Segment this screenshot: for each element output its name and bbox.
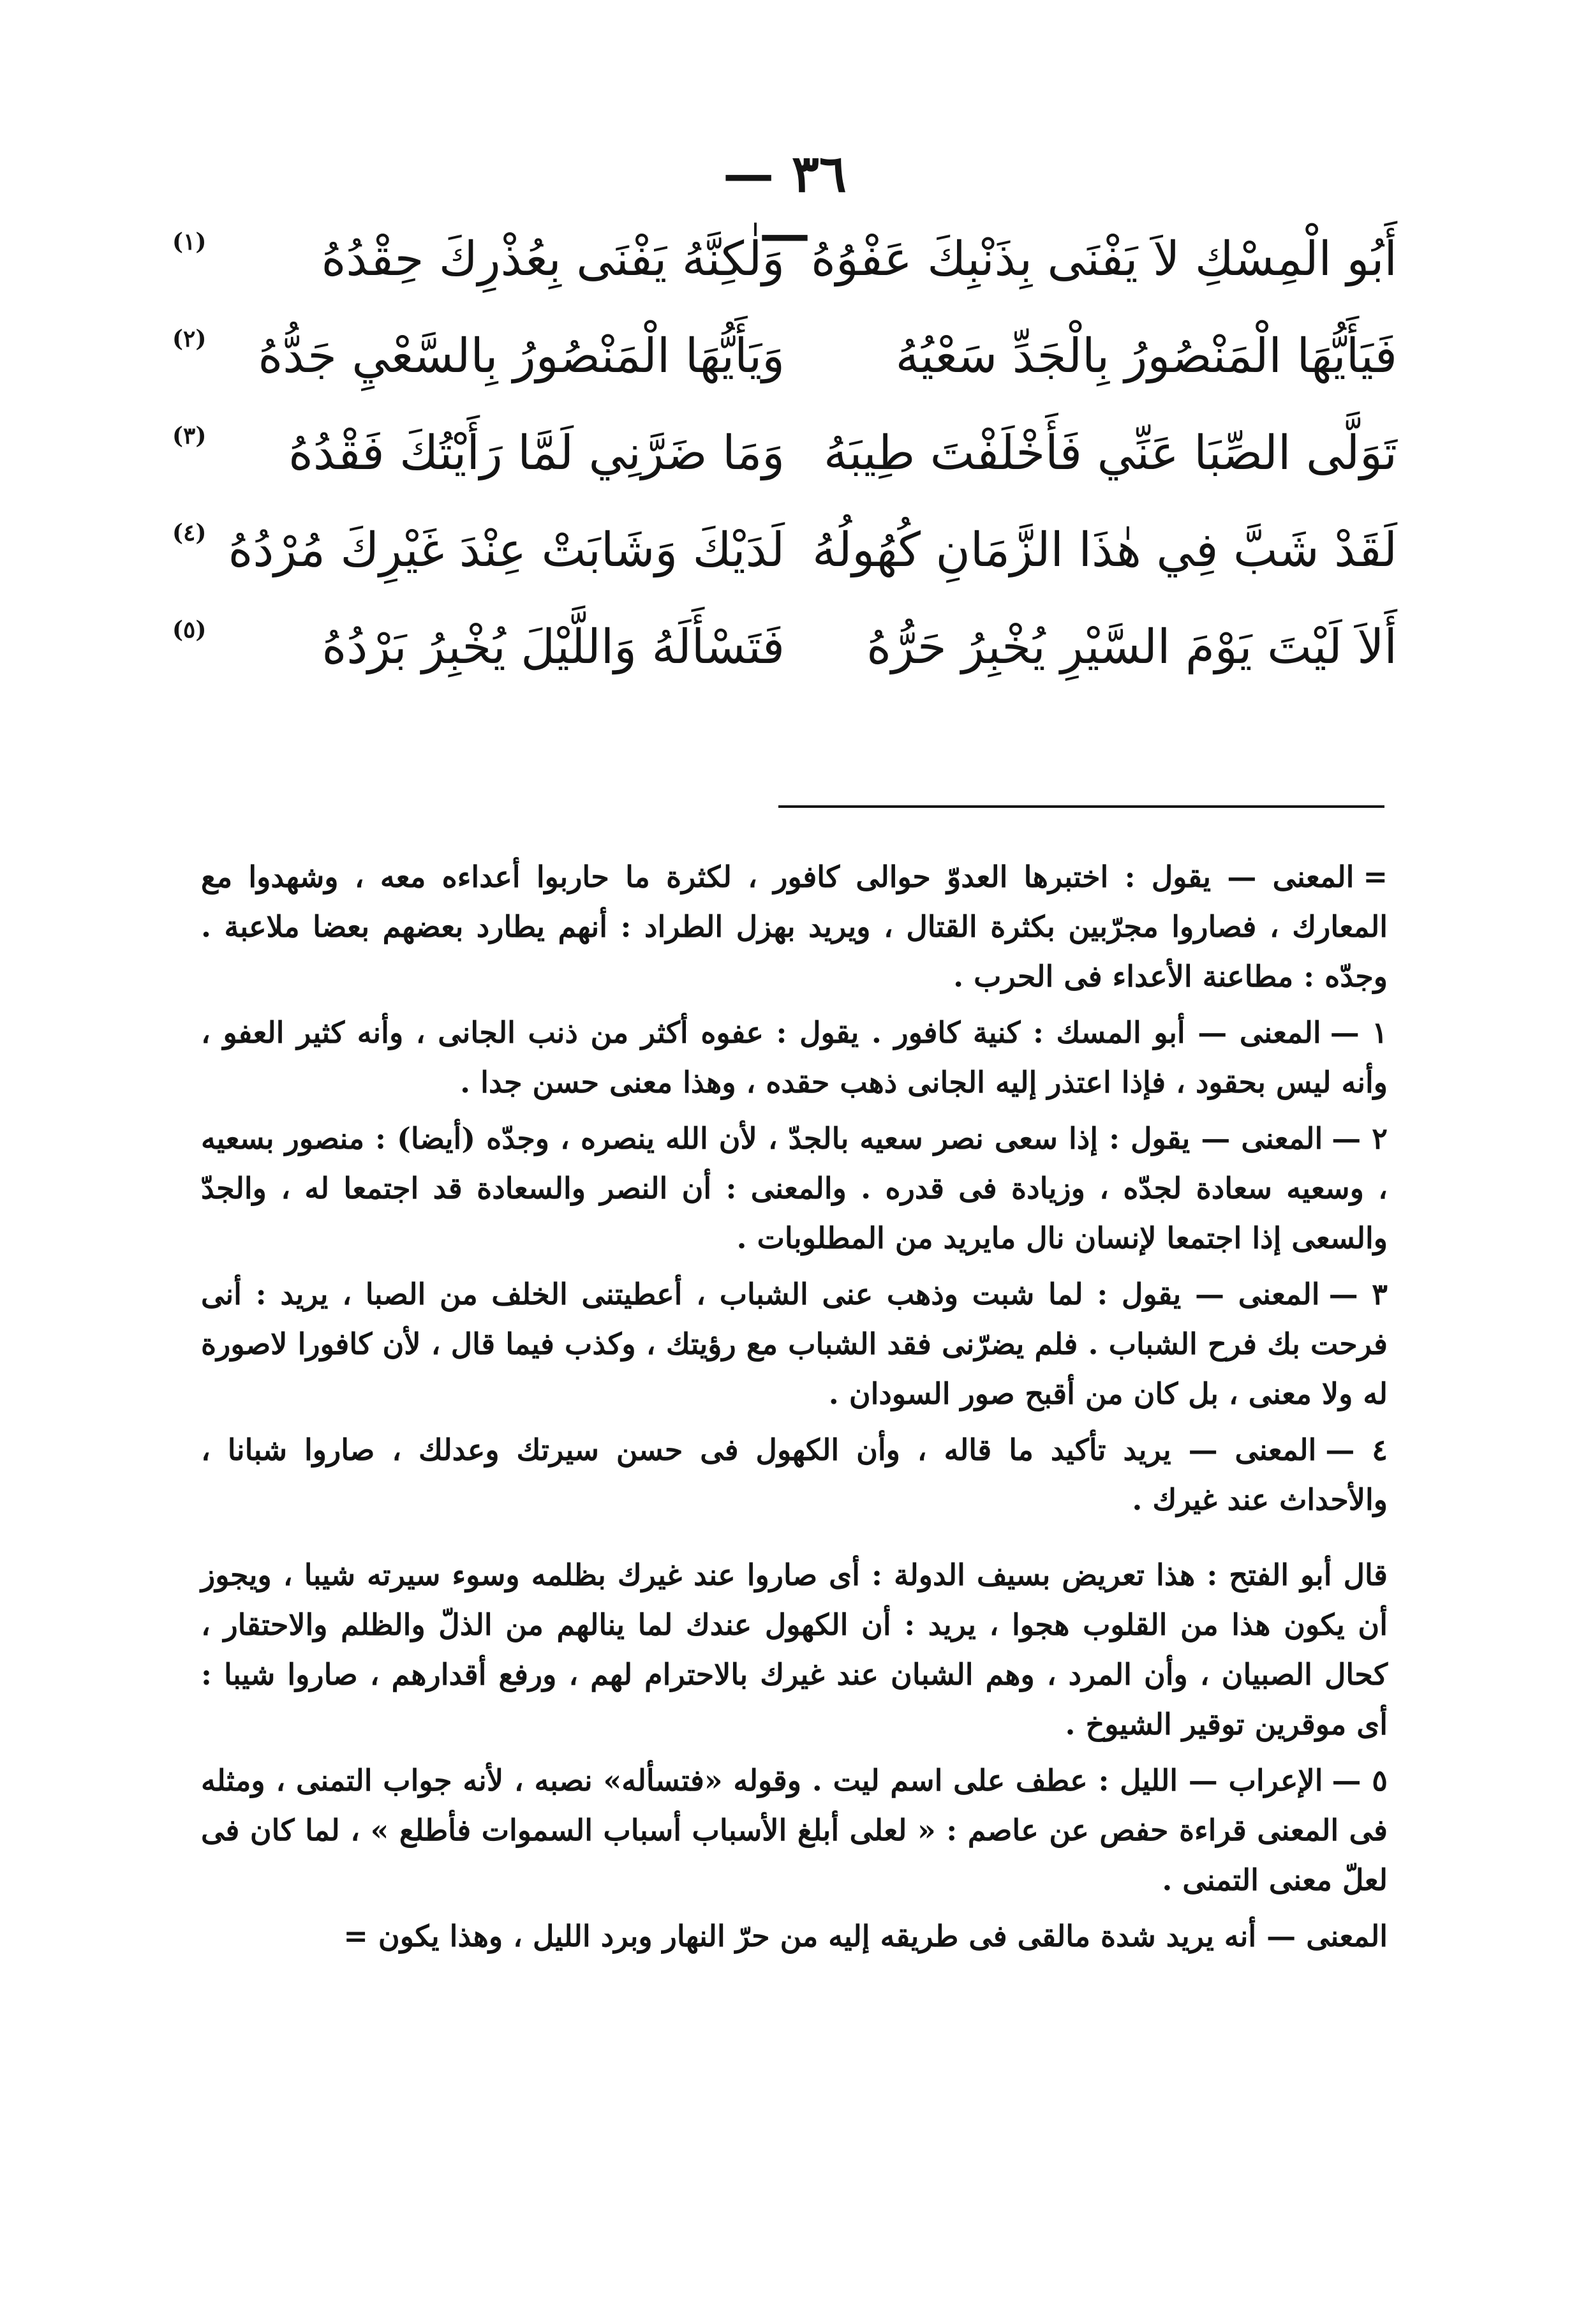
footnote-divider [778,805,1384,808]
verse-line [172,502,1397,599]
verse-second-hemistich: وَمَا ضَرَّنِي لَمَّا رَأَيْتُكَ فَقْدُهُ [288,426,785,480]
commentary-text: قال أبو الفتح : هذا تعريض بسيف الدولة : أى صاروا عند غيرك بظلمه وسوء سيرته شيبا ، ويجوز أن يكون هذا من القلوب هجوا ، يريد : أن الكهول عندك لما ينالهم من الذلّ والظلم والاحتقار ، كحال الصبيان ، وأن المرد ، وهم الشبان عند غيرك بالاحترام لهم ، ورفع أقدارهم ، صاروا شيبا : أى موقرين توقير الشيوخ . [201,1558,1388,1741]
footnote-marker: ٥ — [1332,1763,1388,1798]
footnote-text: المعنى — أنه يريد شدة مالقى فى طريقه إليه من حرّ النهار وبرد الليل ، وهذا يكون = [343,1919,1388,1953]
footnote-marker: ٣ — [1328,1277,1388,1311]
footnote-reference: (٣) [172,422,207,449]
verse-line [172,308,1397,405]
footnotes-section [201,852,1388,1967]
verse-second-hemistich: وَلٰكِنَّهُ يَفْنَى بِعُذْرِكَ حِقْدُهُ [321,232,785,287]
footnote-marker: = [1363,860,1388,894]
verse-second-hemistich: لَدَيْكَ وَشَابَتْ عِنْدَ غَيْرِكَ مُرْدُهُ [228,523,785,577]
footnote-marker: ٢ — [1332,1121,1388,1156]
footnote [201,852,1388,1001]
footnote-reference: (٢) [172,325,207,352]
footnote-text: المعنى — يقول : لما شبت وذهب عنى الشباب ، أعطيتنى الخلف من الصبا ، يريد : أنى فرحت بك فرح الشباب . فلم يضرّنى فقد الشباب مع رؤيتك ، وكذب فيما قال ، لأن كافورا لاصورة له ولا معنى ، بل كان من أقبح صور السودان . [201,1277,1388,1411]
verse-first-hemistich: أَبُو الْمِسْكِ لاَ يَفْنَى بِذَنْبِكَ عَفْوُهُ [811,232,1397,287]
poem-verses [172,211,1397,696]
footnote [201,1269,1388,1419]
footnote-marker: ١ — [1330,1015,1388,1050]
verse-second-hemistich: فَتَسْأَلَهُ وَاللَّيْلَ يُخْبِرُ بَرْدُهُ [322,620,785,674]
footnote-reference: (٥) [172,616,207,643]
verse-first-hemistich: تَوَلَّى الصِّبَا عَنِّي فَأَخْلَفْتَ طِيبَهُ [824,426,1397,480]
footnote-marker: ٤ — [1325,1433,1388,1467]
page-number: — ٣٦ — [723,144,847,264]
commentary-paragraph [201,1550,1388,1749]
footnote-text: الإعراب — الليل : عطف على اسم ليت . وقوله «فتسأله» نصبه ، لأنه جواب التمنى ، ومثله فى المعنى قراءة حفص عن عاصم : « لعلى أبلغ الأسباب أسباب السموات فأطلع » ، لما كان فى لعلّ معنى التمنى . [201,1763,1388,1897]
footnote-reference: (٤) [172,519,207,546]
footnote-continuation [201,1911,1388,1961]
verse-second-hemistich: وَيَأَيُّهَا الْمَنْصُورُ بِالسَّعْيِ جَدُّهُ [258,329,785,384]
verse-first-hemistich: لَقَدْ شَبَّ فِي هٰذَا الزَّمَانِ كُهُولُهُ [812,523,1397,577]
verse-first-hemistich: أَلاَ لَيْتَ يَوْمَ السَّيْرِ يُخْبِرُ حَرُّهُ [866,620,1397,674]
footnote-text: المعنى — أبو المسك : كنية كافور . يقول : عفوه أكثر من ذنب الجانى ، وأنه كثير العفو ، وأنه ليس بحقود ، فإذا اعتذر إليه الجانى ذهب حقده ، وهذا معنى حسن جدا . [201,1015,1388,1099]
footnote-reference: (١) [172,228,207,255]
verse-line [172,211,1397,308]
footnote [201,1755,1388,1905]
verse-line [172,405,1397,502]
footnote [201,1114,1388,1263]
footnote [201,1425,1388,1524]
verse-line [172,599,1397,696]
footnote-text: المعنى — يريد تأكيد ما قاله ، وأن الكهول فى حسن سيرتك وعدلك ، صاروا شبانا ، والأحداث عند غيرك . [201,1433,1388,1517]
footnote-text: المعنى — يقول : إذا سعى نصر سعيه بالجدّ ، لأن الله ينصره ، وجدّه (أيضا) : منصور بسعيه ، وسعيه سعادة لجدّه ، وزيادة فى قدره . والمعنى : أن النصر والسعادة قد اجتمعا له ، والجدّ والسعى إذا اجتمعا لإنسان نال مايريد من المطلوبات . [201,1121,1388,1255]
verse-first-hemistich: فَيَأَيُّهَا الْمَنْصُورُ بِالْجَدِّ سَعْيُهُ [895,329,1397,384]
footnote-text: المعنى — يقول : اختبرها العدوّ حوالى كافور ، لكثرة ما حاربوا أعداءه معه ، وشهدوا مع المعارك ، فصاروا مجرّبين بكثرة القتال ، ويريد بهزل الطراد : أنهم يطارد بعضهم بعضا ملاعبة . وجدّه : مطاعنة الأعداء فى الحرب . [201,860,1388,994]
footnote [201,1008,1388,1107]
